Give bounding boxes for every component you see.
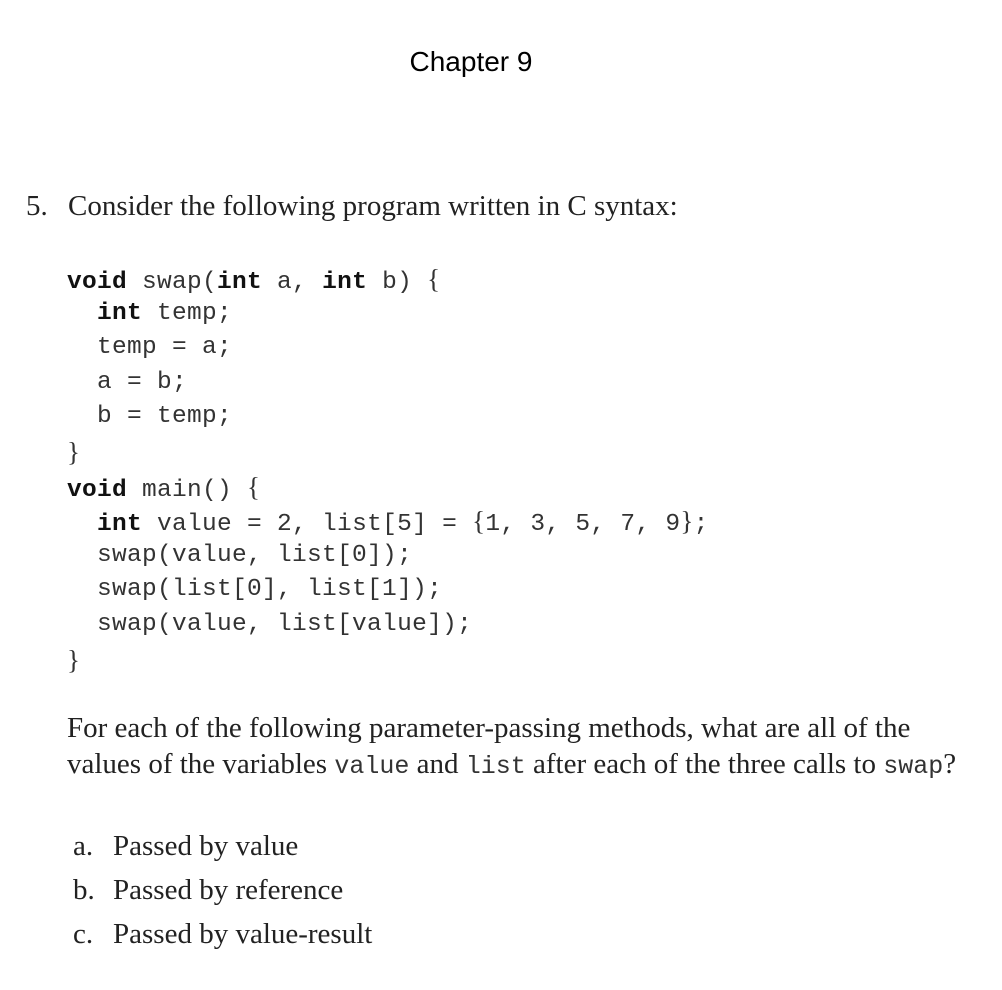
option-text: Passed by value — [113, 830, 299, 862]
question-number: 5. — [26, 190, 48, 222]
code-line-5 — [67, 400, 709, 435]
code-keyword: int — [217, 269, 263, 296]
option-letter: a. — [73, 830, 94, 862]
question-prompt — [67, 710, 967, 785]
code-line-12 — [67, 643, 709, 678]
prompt-text: and — [409, 748, 466, 780]
chapter-title: Chapter 9 — [409, 46, 533, 77]
prompt-text: ? — [943, 748, 957, 780]
code-text: temp = a; — [97, 334, 233, 362]
code-block — [67, 262, 709, 677]
question-heading — [26, 190, 678, 223]
code-line-2 — [67, 297, 709, 332]
code-brace: { — [247, 471, 261, 502]
prompt-code-list: list — [465, 752, 526, 781]
option-text: Passed by value-result — [113, 918, 373, 950]
option-item — [73, 824, 372, 868]
prompt-text: after each of the three calls to — [525, 748, 884, 780]
code-line-6 — [67, 435, 709, 470]
code-line-4 — [67, 366, 709, 401]
code-brace: } — [67, 644, 81, 675]
code-text: swap(value, list[value]); — [97, 610, 473, 638]
option-letter: b. — [73, 874, 95, 906]
code-line-1 — [67, 262, 709, 297]
code-text: temp; — [142, 299, 233, 327]
code-line-9 — [67, 539, 709, 574]
code-line-11 — [67, 608, 709, 643]
options-list — [73, 824, 372, 956]
code-text: swap(value, list[0]); — [97, 541, 413, 569]
code-brace: { — [427, 264, 441, 294]
option-text: Passed by reference — [113, 874, 344, 906]
code-line-7 — [67, 470, 709, 505]
code-keyword: void — [67, 476, 128, 504]
prompt-code-value: value — [334, 752, 410, 781]
code-keyword: int — [97, 511, 143, 539]
code-keyword: int — [97, 299, 143, 327]
code-text: b) — [367, 269, 428, 296]
code-text: b = temp; — [97, 403, 233, 431]
code-keyword: void — [67, 269, 128, 296]
code-text: a = b; — [97, 368, 188, 396]
code-text: swap(list[0], list[1]); — [97, 576, 443, 604]
prompt-text: For each of the following parameter-passing methods, what are all of the values of the variables — [67, 712, 911, 780]
code-keyword: int — [322, 269, 368, 296]
option-letter: c. — [73, 918, 94, 950]
code-text: value = 2, list[5] = — [142, 511, 473, 539]
option-item — [73, 912, 372, 956]
code-line-10 — [67, 573, 709, 608]
code-text: 1, 3, 5, 7, 9 — [485, 511, 681, 539]
code-brace: { — [472, 506, 486, 537]
code-line-8 — [67, 504, 709, 539]
code-line-3 — [67, 331, 709, 366]
code-text: ; — [693, 511, 709, 539]
code-text: main() — [127, 476, 248, 504]
prompt-code-swap: swap — [883, 752, 944, 781]
option-item — [73, 868, 372, 912]
code-text: a, — [262, 269, 323, 296]
question-text: Consider the following program written in C syntax: — [68, 190, 678, 222]
code-brace: } — [680, 506, 694, 537]
code-brace: } — [67, 436, 81, 467]
code-text: swap( — [127, 269, 218, 296]
